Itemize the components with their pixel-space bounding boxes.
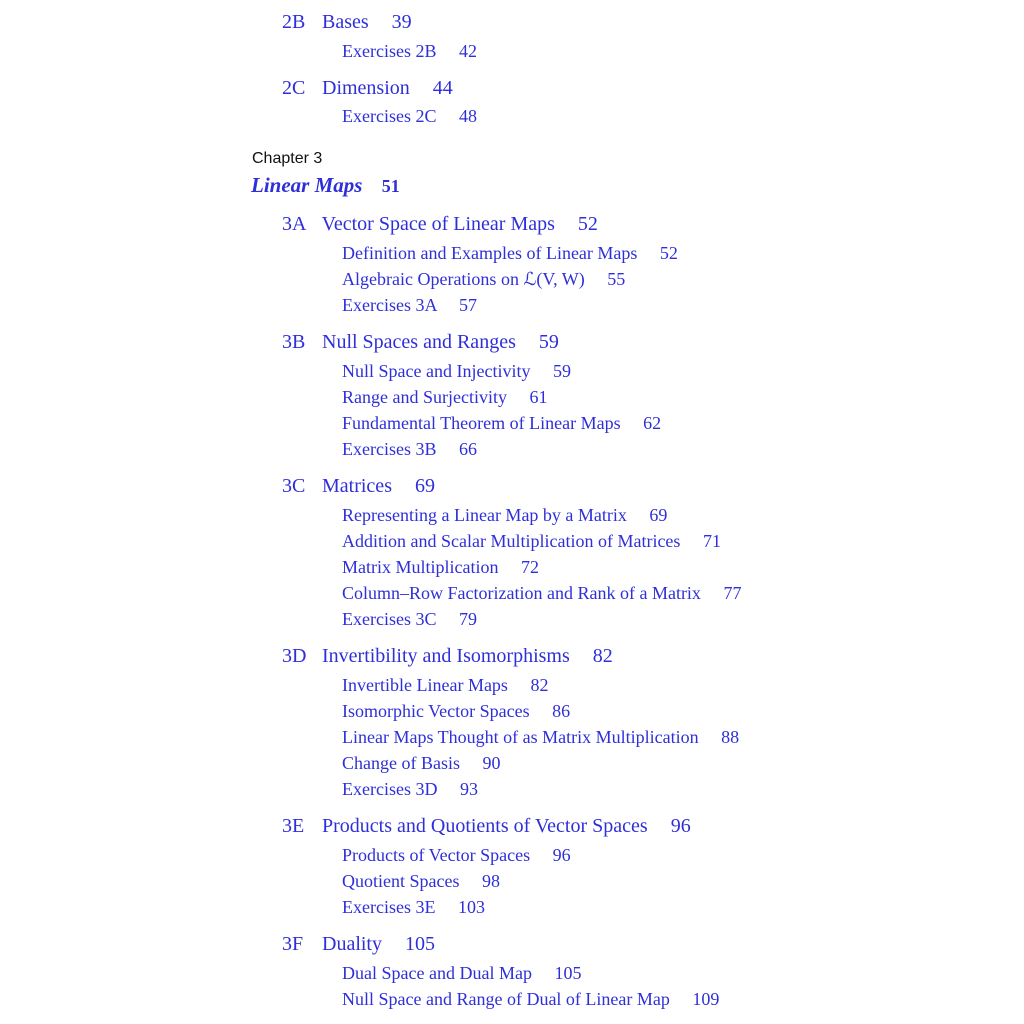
- section-title: Bases: [322, 11, 369, 33]
- page-number: 88: [721, 727, 740, 747]
- chapter-title: Linear Maps: [251, 173, 363, 197]
- page-number: 90: [482, 753, 501, 773]
- toc-subsection[interactable]: [342, 728, 739, 746]
- page-number: 103: [457, 897, 485, 917]
- page-number: 86: [552, 701, 571, 721]
- page-number: 98: [481, 871, 500, 891]
- toc-subsection[interactable]: [342, 990, 719, 1008]
- toc-subsection[interactable]: [342, 558, 539, 576]
- subsection-title: Exercises 3B: [342, 439, 437, 459]
- toc-section-2c[interactable]: [282, 78, 453, 98]
- page-number: 109: [692, 989, 720, 1009]
- subsection-title: Change of Basis: [342, 753, 460, 773]
- page-number: 105: [554, 963, 582, 983]
- toc-subsection[interactable]: [342, 754, 500, 772]
- subsection-title: Products of Vector Spaces: [342, 845, 531, 865]
- section-title: Dimension: [322, 77, 410, 99]
- subsection-title: Algebraic Operations on ℒ(V, W): [342, 269, 585, 289]
- section-number: 3B: [282, 331, 306, 353]
- page-number: 55: [607, 269, 626, 289]
- page-number: 57: [458, 295, 477, 315]
- toc-subsection[interactable]: [342, 584, 741, 602]
- subsection-title: Matrix Multiplication: [342, 557, 499, 577]
- page-number: 48: [458, 106, 477, 126]
- page-number: 42: [458, 41, 477, 61]
- toc-subsection[interactable]: [342, 362, 571, 380]
- page-number: 62: [643, 413, 662, 433]
- chapter-label: Chapter 3: [252, 150, 323, 167]
- subsection-title: Addition and Scalar Multiplication of Matrices: [342, 531, 681, 551]
- subsection-title: Quotient Spaces: [342, 871, 460, 891]
- section-title: Null Spaces and Ranges: [322, 331, 516, 353]
- page-number: 61: [529, 387, 548, 407]
- page-number: 77: [723, 583, 742, 603]
- toc-subsection[interactable]: [342, 270, 625, 288]
- toc-section-3e[interactable]: [282, 816, 691, 836]
- subsection-title: Fundamental Theorem of Linear Maps: [342, 413, 621, 433]
- subsection-title: Column–Row Factorization and Rank of a Matrix: [342, 583, 701, 603]
- section-number: 3E: [282, 815, 305, 837]
- page-number: 52: [577, 213, 598, 235]
- page-number: 96: [552, 845, 571, 865]
- page-number: 52: [659, 243, 678, 263]
- toc-subsection[interactable]: [342, 610, 477, 628]
- subsection-title: Range and Surjectivity: [342, 387, 507, 407]
- page-number: 82: [530, 675, 549, 695]
- subsection-title: Exercises 3D: [342, 779, 438, 799]
- toc-subsection[interactable]: [342, 898, 485, 916]
- toc-section-3b[interactable]: [282, 332, 559, 352]
- toc-subsection[interactable]: [342, 532, 721, 550]
- page-number: 59: [538, 331, 559, 353]
- page-number: 93: [459, 779, 478, 799]
- toc-subsection[interactable]: [342, 440, 477, 458]
- section-number: 3F: [282, 933, 304, 955]
- section-number: 3C: [282, 475, 306, 497]
- toc-section-3d[interactable]: [282, 646, 613, 666]
- section-title: Matrices: [322, 475, 392, 497]
- section-number: 2B: [282, 11, 306, 33]
- subsection-title: Exercises 3E: [342, 897, 436, 917]
- subsection-title: Invertible Linear Maps: [342, 675, 508, 695]
- toc-section-3a[interactable]: [282, 214, 598, 234]
- section-title: Vector Space of Linear Maps: [321, 213, 555, 235]
- subsection-title: Definition and Examples of Linear Maps: [342, 243, 638, 263]
- subsection-title: Linear Maps Thought of as Matrix Multiplication: [342, 727, 699, 747]
- toc-subsection[interactable]: [342, 676, 548, 694]
- toc-subsection[interactable]: [342, 244, 678, 262]
- subsection-title: Exercises 3A: [342, 295, 437, 315]
- page-number: 69: [414, 475, 435, 497]
- chapter-page-number: 51: [381, 176, 400, 196]
- subsection-title: Representing a Linear Map by a Matrix: [342, 505, 627, 525]
- page-number: 79: [458, 609, 477, 629]
- section-title: Invertibility and Isomorphisms: [322, 645, 570, 667]
- section-number: 2C: [282, 77, 306, 99]
- page-number: 59: [552, 361, 571, 381]
- section-number: 3A: [282, 213, 307, 235]
- page-number: 72: [520, 557, 539, 577]
- toc-subsection[interactable]: [342, 780, 478, 798]
- chapter-title-link[interactable]: [251, 175, 400, 196]
- subsection-title: Null Space and Range of Dual of Linear Map: [342, 989, 670, 1009]
- subsection-title: Exercises 2C: [342, 106, 437, 126]
- toc-subsection[interactable]: [342, 388, 547, 406]
- section-number: 3D: [282, 645, 307, 667]
- page-number: 71: [702, 531, 721, 551]
- page-number: 44: [432, 77, 453, 99]
- page-number: 66: [458, 439, 477, 459]
- page-number: 69: [649, 505, 668, 525]
- section-title: Duality: [322, 933, 382, 955]
- subsection-title: Null Space and Injectivity: [342, 361, 531, 381]
- toc-subsection[interactable]: [342, 107, 477, 125]
- toc-subsection[interactable]: [342, 296, 477, 314]
- subsection-title: Exercises 3C: [342, 609, 437, 629]
- toc-subsection[interactable]: [342, 964, 581, 982]
- subsection-title: Exercises 2B: [342, 41, 437, 61]
- page-number: 82: [592, 645, 613, 667]
- toc-section-2b[interactable]: [282, 12, 412, 32]
- page-number: 39: [391, 11, 412, 33]
- page-number: 96: [670, 815, 691, 837]
- toc-section-3c[interactable]: [282, 476, 435, 496]
- toc-subsection[interactable]: [342, 702, 570, 720]
- toc-subsection[interactable]: [342, 872, 500, 890]
- toc-section-3f[interactable]: [282, 934, 435, 954]
- toc-subsection[interactable]: [342, 846, 571, 864]
- toc-subsection[interactable]: [342, 42, 477, 60]
- page-number: 105: [405, 933, 435, 955]
- subsection-title: Dual Space and Dual Map: [342, 963, 532, 983]
- toc-subsection[interactable]: [342, 414, 661, 432]
- section-title: Products and Quotients of Vector Spaces: [322, 815, 648, 837]
- subsection-title: Isomorphic Vector Spaces: [342, 701, 530, 721]
- toc-subsection[interactable]: [342, 506, 667, 524]
